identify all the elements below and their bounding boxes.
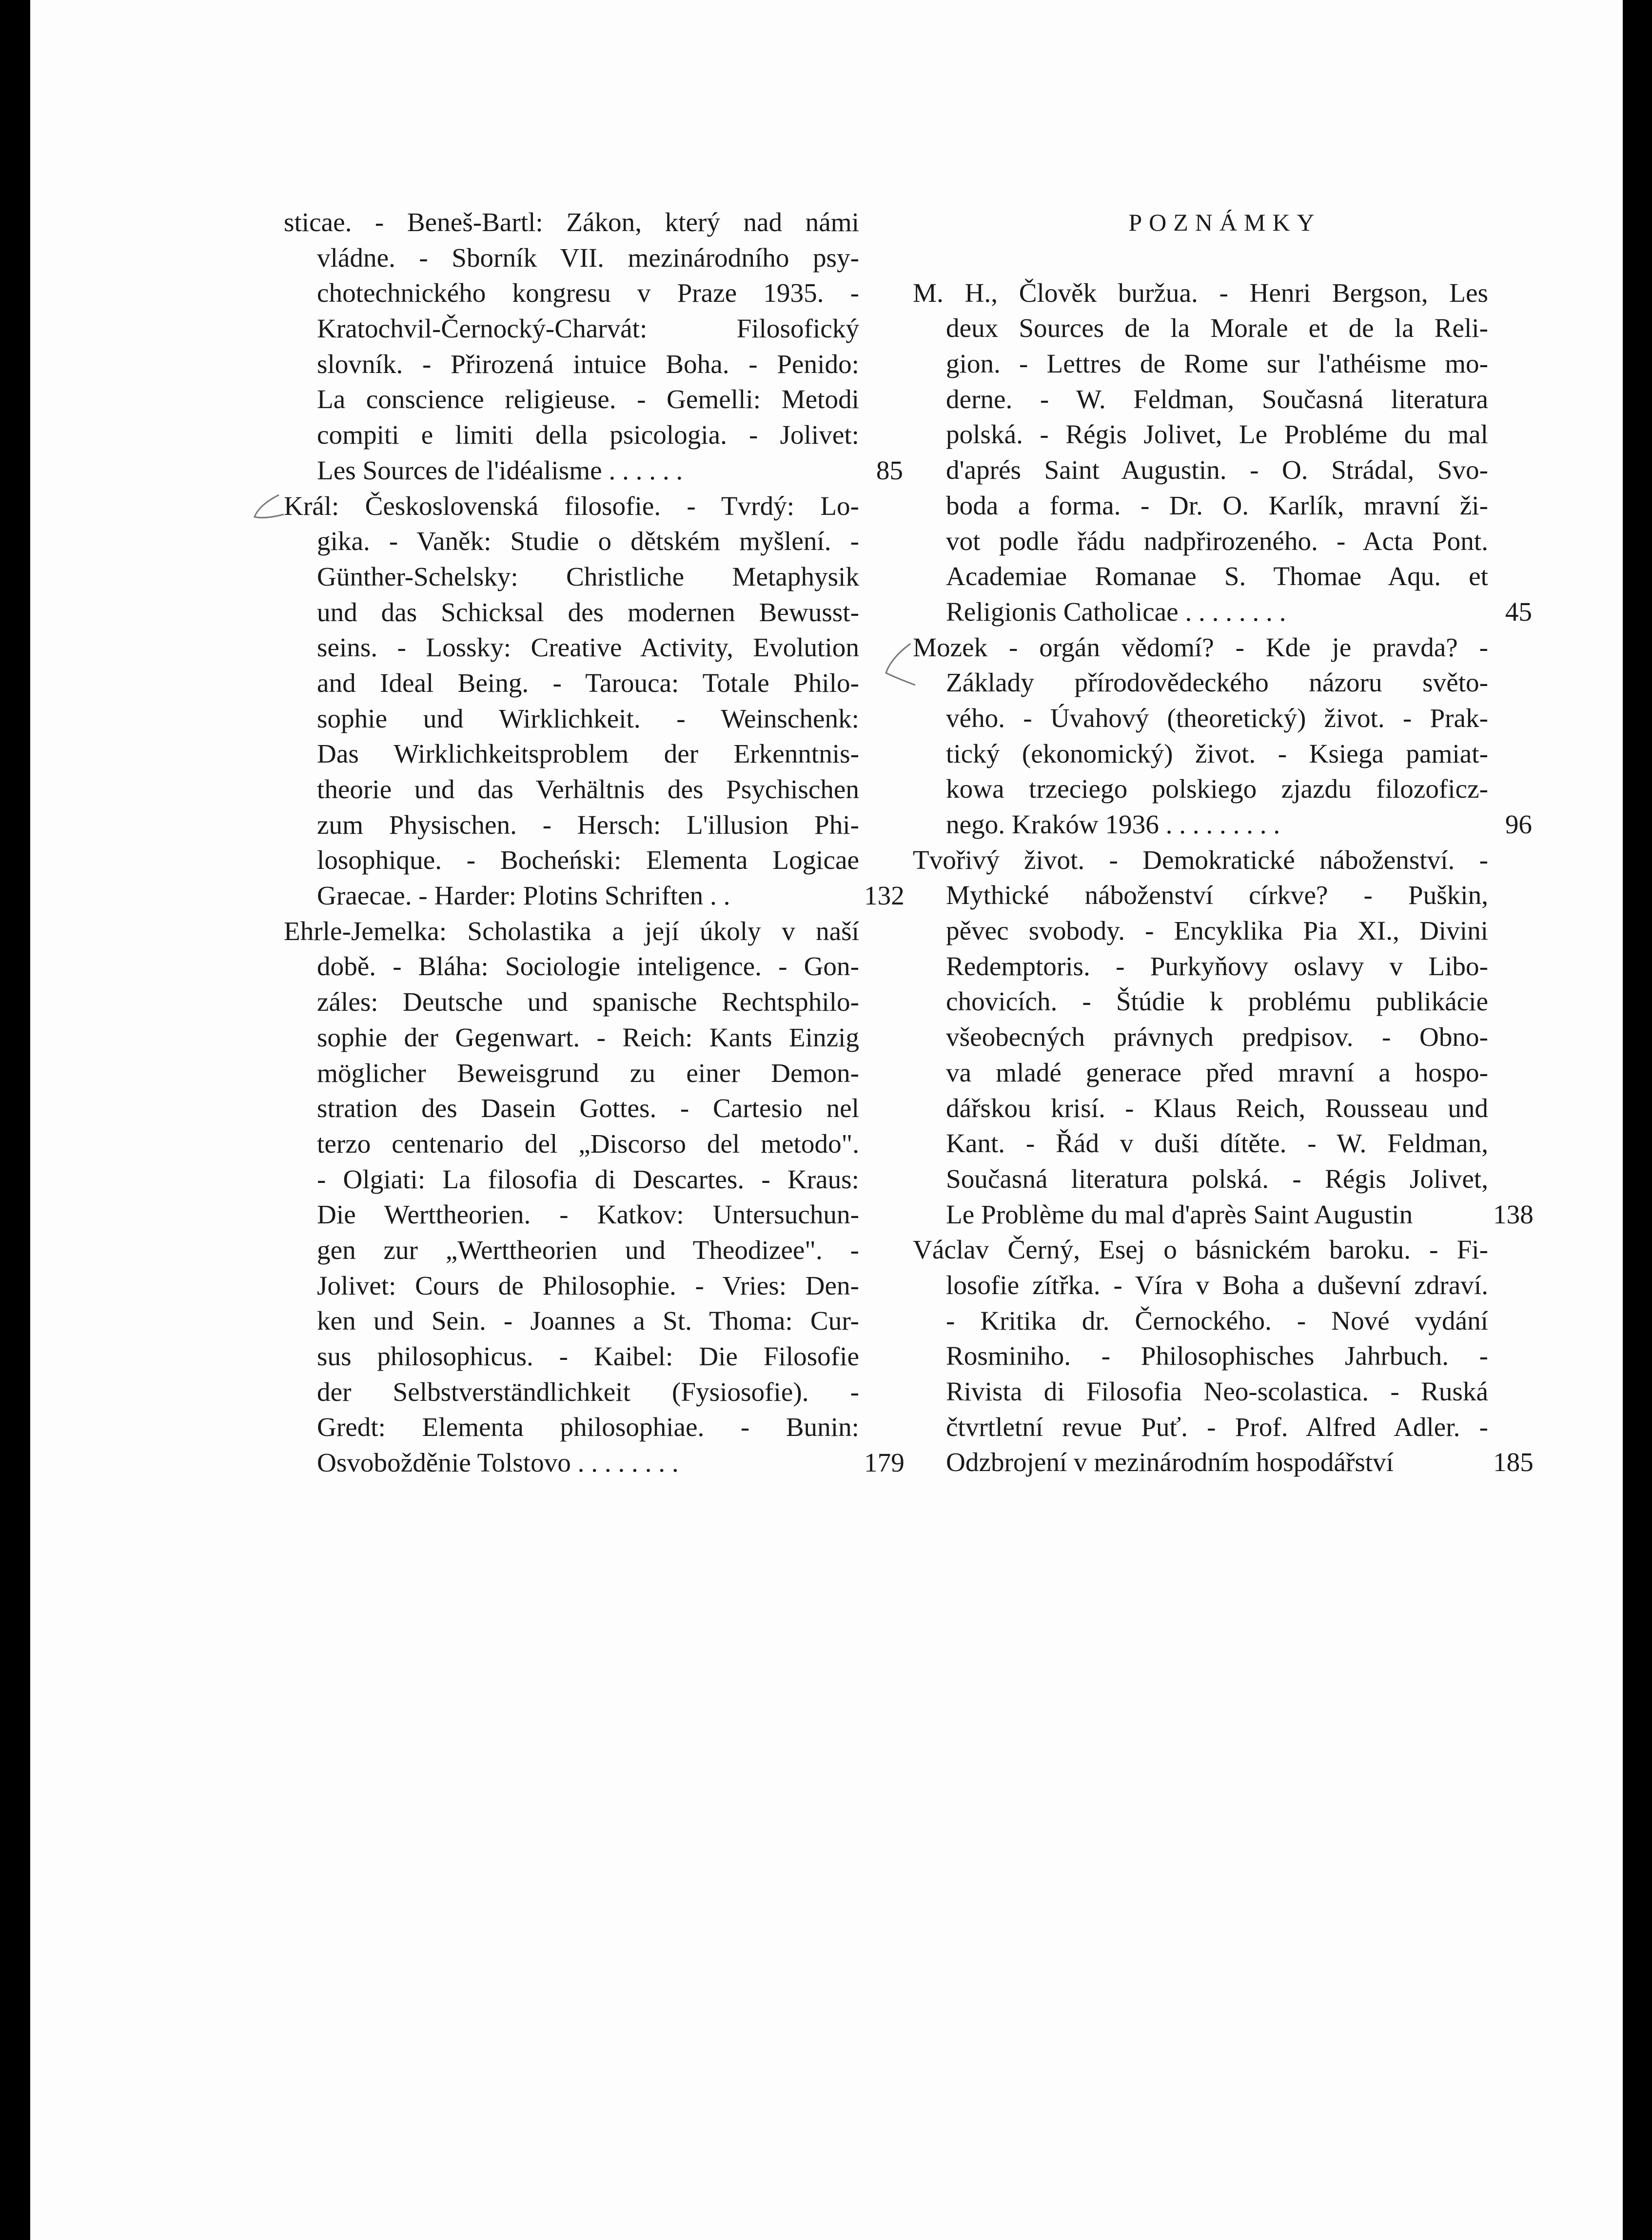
toc-entry-line: sophie der Gegenwart. - Reich: Kants Einzig: [317, 1022, 859, 1052]
toc-entry: [913, 630, 1532, 843]
toc-page-number: 185: [1493, 1447, 1534, 1477]
toc-entry-line: slovník. - Přirozená intuice Boha. - Penido:: [317, 349, 859, 379]
toc-entry: [284, 914, 905, 1481]
toc-page-number: 132: [864, 881, 905, 911]
toc-entry-line: zum Physischen. - Hersch: L'illusion Phi-: [317, 809, 859, 840]
toc-entry-line: terzo centenario del „Discorso del metodo".: [317, 1128, 859, 1159]
toc-entry-line: - Olgiati: La filosofia di Descartes. - Kraus:: [317, 1164, 859, 1194]
toc-page-number: 179: [864, 1448, 905, 1478]
toc-entry-line: und das Schicksal des modernen Bewusst-: [317, 597, 859, 627]
toc-entry-line: Das Wirklichkeitsproblem der Erkenntnis-: [317, 739, 859, 769]
toc-entry-line: všeobecných právnych predpisov. - Obno-: [946, 1022, 1488, 1052]
toc-page-number: 45: [1505, 596, 1532, 627]
document-page: [30, 0, 1623, 2240]
toc-entry-line: losofie zítřka. - Víra v Boha a duševní zdraví.: [946, 1270, 1488, 1300]
toc-page-number: 96: [1505, 809, 1532, 840]
toc-entry-line: vot podle řádu nadpřirozeného. - Acta Pont.: [946, 526, 1488, 556]
toc-entry-line: d'aprés Saint Augustin. - O. Strádal, Svo-: [946, 455, 1488, 485]
pen-mark-left-icon: [245, 490, 289, 534]
toc-entry-line: Academiae Romanae S. Thomae Aqu. et: [946, 561, 1488, 591]
toc-entry-line: Gredt: Elementa philosophiae. - Bunin:: [317, 1412, 859, 1442]
toc-page-number: 138: [1493, 1199, 1534, 1229]
toc-entry-line: době. - Bláha: Sociologie inteligence. - Gon-: [317, 951, 859, 982]
toc-entry-line: dářskou krisí. - Klaus Reich, Rousseau und: [946, 1093, 1488, 1123]
toc-entry-line: Kratochvil-Černocký-Charvát: Filosofický: [317, 314, 859, 344]
toc-entry-line: chovicích. - Štúdie k problému publikácie: [946, 986, 1488, 1017]
page-heading: POZNÁMKY: [1128, 209, 1321, 236]
toc-entry-line: Die Werttheorien. - Katkov: Untersuchun-: [317, 1199, 859, 1230]
toc-entry: [284, 205, 903, 489]
toc-entry-line: Rosminiho. - Philosophisches Jahrbuch. -: [946, 1341, 1488, 1371]
toc-entry-line: tický (ekonomický) život. - Ksiega pamiat-: [946, 738, 1488, 768]
toc-entry-line: derne. - W. Feldman, Současná literatura: [946, 384, 1488, 414]
toc-entry-line: - Kritika dr. Černockého. - Nové vydání: [946, 1305, 1488, 1336]
toc-entry-line: Redemptoris. - Purkyňovy oslavy v Libo-: [946, 951, 1488, 981]
toc-entry-line: va mladé generace před mravní a hospo-: [946, 1057, 1488, 1087]
left-column: [284, 205, 905, 1481]
toc-entry-line: deux Sources de la Morale et de la Reli-: [946, 313, 1488, 343]
toc-entry-line: gika. - Vaněk: Studie o dětském myšlení. -: [317, 526, 859, 556]
toc-entry-line: Le Problème du mal d'après Saint Augustin: [946, 1199, 1413, 1229]
toc-entry-line: Odzbrojení v mezinárodním hospodářství: [946, 1447, 1394, 1477]
toc-entry-line: Graecae. - Harder: Plotins Schriften . .: [317, 881, 730, 911]
toc-entry-line: ken und Sein. - Joannes a St. Thoma: Cur-: [317, 1306, 859, 1336]
right-column-entries: [913, 275, 1534, 1480]
toc-entry-line: M. H., Člověk buržua. - Henri Bergson, Les: [913, 277, 1488, 308]
toc-entry-line: Günther-Schelsky: Christliche Metaphysik: [317, 561, 859, 591]
toc-entry-line: Současná literatura polská. - Régis Jolivet,: [946, 1163, 1488, 1194]
toc-entry-line: záles: Deutsche und spanische Rechtsphilo-: [317, 987, 859, 1017]
toc-entry-line: seins. - Lossky: Creative Activity, Evolution: [317, 632, 859, 663]
toc-entry: [284, 489, 905, 914]
toc-entry-line: Mozek - orgán vědomí? - Kde je pravda? -: [913, 632, 1488, 662]
toc-entry-line: Ehrle-Jemelka: Scholastika a její úkoly v naší: [284, 916, 859, 946]
toc-entry-line: stration des Dasein Gottes. - Cartesio nel: [317, 1093, 859, 1123]
toc-entry-line: compiti e limiti della psicologia. - Jolivet:: [317, 420, 859, 450]
toc-entry-line: and Ideal Being. - Tarouca: Totale Philo-: [317, 668, 859, 698]
toc-entry-line: La conscience religieuse. - Gemelli: Metodi: [317, 384, 859, 414]
toc-page-number: 85: [876, 455, 903, 485]
toc-entry-line: sophie und Wirklichkeit. - Weinschenk:: [317, 703, 859, 733]
toc-entry-line: sus philosophicus. - Kaibel: Die Filosofie: [317, 1341, 859, 1371]
toc-entry-line: Jolivet: Cours de Philosophie. - Vries: Den-: [317, 1270, 859, 1300]
toc-entry-line: vládne. - Sborník VII. mezinárodního psy-: [317, 242, 859, 273]
toc-entry-line: vého. - Úvahový (theoretický) život. - Prak-: [946, 703, 1488, 733]
toc-entry-line: losophique. - Bocheński: Elementa Logicae: [317, 845, 859, 875]
toc-entry-line: pěvec svobody. - Encyklika Pia XI., Divini: [946, 916, 1488, 946]
toc-entry-line: Kant. - Řád v duši dítěte. - W. Feldman,: [946, 1128, 1488, 1159]
toc-entry-line: möglicher Beweisgrund zu einer Demon-: [317, 1058, 859, 1088]
toc-entry-line: čtvrtletní revue Puť. - Prof. Alfred Adler. -: [946, 1412, 1488, 1442]
toc-entry-line: Religionis Catholicae . . . . . . . .: [946, 596, 1286, 627]
toc-entry-line: Mythické náboženství církve? - Puškin,: [946, 880, 1488, 910]
toc-entry-line: Rivista di Filosofia Neo-scolastica. - Ruská: [946, 1376, 1488, 1406]
toc-entry-line: polská. - Régis Jolivet, Le Probléme du mal: [946, 419, 1488, 450]
toc-entry-line: nego. Kraków 1936 . . . . . . . . .: [946, 809, 1280, 839]
toc-entry-line: theorie und das Verhältnis des Psychischen: [317, 774, 859, 804]
right-column: [913, 205, 1534, 1480]
toc-entry-line: Král: Československá filosofie. - Tvrdý: Lo-: [284, 491, 859, 521]
toc-entry-line: Les Sources de l'idéalisme . . . . . .: [317, 455, 683, 485]
toc-entry-line: gion. - Lettres de Rome sur l'athéisme mo-: [946, 349, 1488, 379]
toc-entry-line: chotechnického kongresu v Praze 1935. -: [317, 278, 859, 308]
toc-entry-line: boda a forma. - Dr. O. Karlík, mravní ži-: [946, 490, 1488, 520]
toc-entry-line: Tvořivý život. - Demokratické náboženství. -: [913, 845, 1488, 875]
toc-entry-line: der Selbstverständlichkeit (Fysiosofie). -: [317, 1376, 859, 1407]
pen-mark-right-icon: [881, 639, 920, 692]
toc-entry-line: Václav Černý, Esej o básnickém baroku. - Fi-: [913, 1235, 1488, 1265]
toc-entry-line: Osvobožděnie Tolstovo . . . . . . . .: [317, 1448, 679, 1478]
toc-entry-line: sticae. - Beneš-Bartl: Zákon, který nad námi: [284, 207, 859, 237]
toc-entry: [913, 275, 1532, 630]
toc-entry-line: gen zur „Werttheorien und Theodizee". -: [317, 1235, 859, 1265]
toc-entry: [913, 843, 1534, 1233]
toc-entry: [913, 1232, 1534, 1480]
toc-entry-line: Základy přírodovědeckého názoru světo-: [946, 668, 1488, 698]
toc-entry-line: kowa trzeciego polskiego zjazdu filozoficz-: [946, 774, 1488, 804]
